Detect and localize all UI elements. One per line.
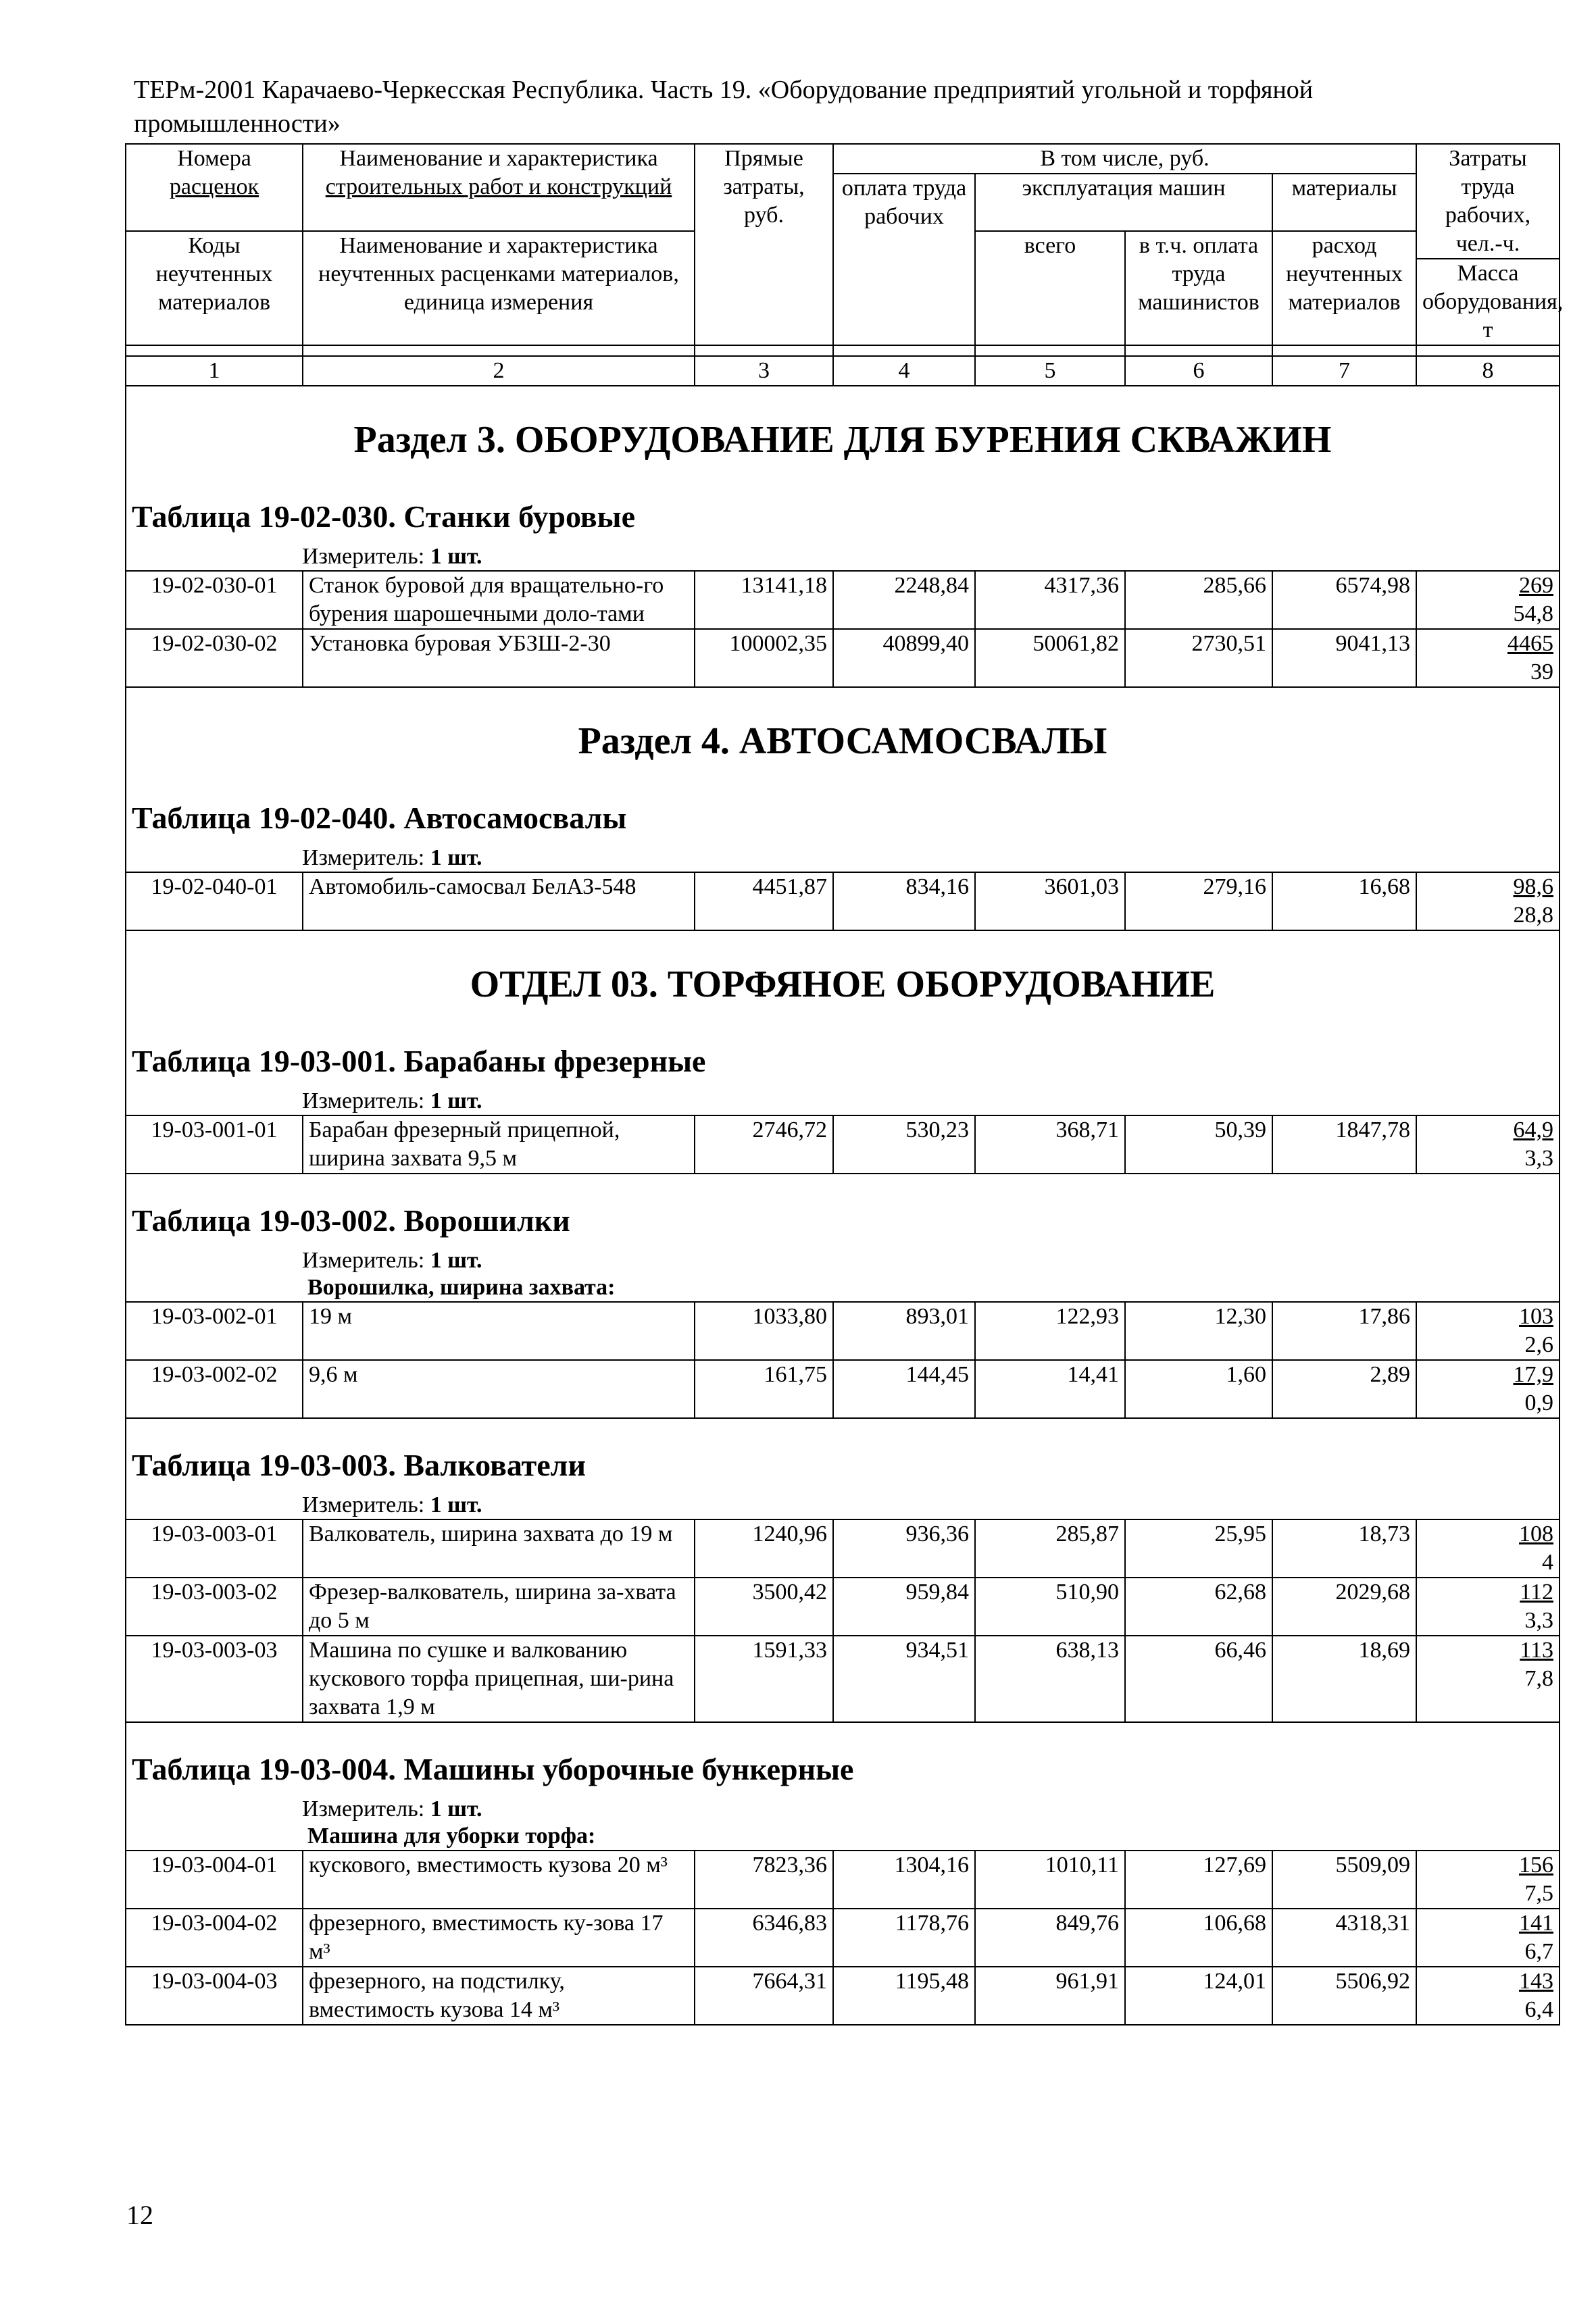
labor-hours: 64,9 xyxy=(1513,1117,1553,1142)
header-materials: материалы xyxy=(1272,174,1416,231)
header-col1-bottom: Коды неучтенных материалов xyxy=(126,231,303,345)
equipment-mass: 7,8 xyxy=(1524,1666,1553,1691)
rate-code: 19-02-030-02 xyxy=(126,629,303,687)
machine-total: 14,41 xyxy=(975,1360,1125,1418)
labor-pay: 40899,40 xyxy=(833,629,975,687)
header-col8-bottom: Масса оборудования, т xyxy=(1416,259,1560,345)
rate-code: 19-03-002-01 xyxy=(126,1302,303,1360)
equipment-mass: 7,5 xyxy=(1524,1881,1553,1906)
direct-costs: 100002,35 xyxy=(695,629,833,687)
equipment-mass: 39 xyxy=(1530,659,1553,684)
operator-pay: 1,60 xyxy=(1125,1360,1272,1418)
section-cell xyxy=(126,386,1560,470)
materials-cost: 2,89 xyxy=(1272,1360,1416,1418)
section-header-row xyxy=(126,930,1560,1015)
rate-code: 19-03-004-01 xyxy=(126,1851,303,1909)
direct-costs: 7823,36 xyxy=(695,1851,833,1909)
labor-pay: 959,84 xyxy=(833,1578,975,1636)
direct-costs: 3500,42 xyxy=(695,1578,833,1636)
page-number: 12 xyxy=(126,2200,153,2230)
table-title: Таблица 19-03-001. Барабаны фрезерные xyxy=(132,1044,706,1078)
equipment-mass: 6,7 xyxy=(1524,1939,1553,1964)
machine-total: 4317,36 xyxy=(975,571,1125,629)
materials-cost: 18,69 xyxy=(1272,1636,1416,1722)
materials-cost: 6574,98 xyxy=(1272,571,1416,629)
header-col5: всего xyxy=(975,231,1125,345)
table-header-row xyxy=(126,1174,1560,1302)
table-header-cell xyxy=(126,1722,1560,1851)
section-title: Раздел 4. АВТОСАМОСВАЛЫ xyxy=(578,720,1107,762)
operator-pay: 285,66 xyxy=(1125,571,1272,629)
equipment-mass: 6,4 xyxy=(1524,1997,1553,2022)
column-numbers-row xyxy=(126,356,1560,386)
table-title: Таблица 19-03-003. Валкователи xyxy=(132,1448,586,1482)
labor-and-mass xyxy=(1416,1519,1560,1578)
header-col1-top xyxy=(126,144,303,231)
header-col6: в т.ч. оплата труда машинистов xyxy=(1125,231,1272,345)
machine-total: 1010,11 xyxy=(975,1851,1125,1909)
rate-name: Машина по сушке и валкованию кускового торфа прицепная, ши-рина захвата 1,9 м xyxy=(303,1636,695,1722)
operator-pay: 106,68 xyxy=(1125,1909,1272,1967)
header-col4: оплата труда рабочих xyxy=(833,174,975,345)
document-title xyxy=(134,73,1485,141)
machine-total: 285,87 xyxy=(975,1519,1125,1578)
measure-value: 1 шт. xyxy=(430,845,482,870)
measure-line xyxy=(126,842,1559,872)
equipment-mass: 54,8 xyxy=(1513,601,1553,626)
rate-name: Барабан фрезерный прицепной, ширина захвата 9,5 м xyxy=(303,1115,695,1174)
group-label: Ворошилка, ширина захвата: xyxy=(307,1275,616,1300)
direct-costs: 1033,80 xyxy=(695,1302,833,1360)
measure-label: Измеритель: xyxy=(302,1248,425,1273)
header-spacer xyxy=(126,345,1560,356)
column-number: 3 xyxy=(695,356,833,386)
table-row xyxy=(126,1519,1560,1578)
rate-code: 19-03-002-02 xyxy=(126,1360,303,1418)
rate-code: 19-03-003-02 xyxy=(126,1578,303,1636)
labor-hours: 103 xyxy=(1519,1304,1553,1329)
measure-label: Измеритель: xyxy=(302,1796,425,1821)
labor-and-mass xyxy=(1416,1967,1560,2025)
rates-table xyxy=(125,143,1564,2026)
materials-cost: 4318,31 xyxy=(1272,1909,1416,1967)
table-title: Таблица 19-03-004. Машины уборочные бункерные xyxy=(132,1752,854,1786)
section-header-row xyxy=(126,386,1560,470)
labor-pay: 144,45 xyxy=(833,1360,975,1418)
column-number: 8 xyxy=(1416,356,1560,386)
rate-name: Валкователь, ширина захвата до 19 м xyxy=(303,1519,695,1578)
table-row xyxy=(126,571,1560,629)
document-title-line-2: промышленности» xyxy=(134,109,341,138)
labor-hours: 108 xyxy=(1519,1521,1553,1546)
rate-code: 19-03-004-03 xyxy=(126,1967,303,2025)
labor-hours: 156 xyxy=(1519,1853,1553,1878)
header-col3: Прямые затраты, руб. xyxy=(695,144,833,345)
materials-cost: 1847,78 xyxy=(1272,1115,1416,1174)
table-row xyxy=(126,1636,1560,1722)
equipment-mass: 3,3 xyxy=(1524,1608,1553,1633)
header-col1-top-line1: Номера xyxy=(177,146,251,171)
direct-costs: 6346,83 xyxy=(695,1909,833,1967)
machine-total: 638,13 xyxy=(975,1636,1125,1722)
table-row xyxy=(126,1967,1560,2025)
labor-pay: 893,01 xyxy=(833,1302,975,1360)
rate-name: Автомобиль-самосвал БелАЗ-548 xyxy=(303,872,695,930)
labor-hours: 269 xyxy=(1519,573,1553,598)
rate-code: 19-02-030-01 xyxy=(126,571,303,629)
labor-and-mass xyxy=(1416,1578,1560,1636)
section-cell xyxy=(126,930,1560,1015)
machine-total: 50061,82 xyxy=(975,629,1125,687)
rate-name: Станок буровой для вращательно-го бурения шарошечными доло-тами xyxy=(303,571,695,629)
labor-hours: 98,6 xyxy=(1513,874,1553,899)
measure-value: 1 шт. xyxy=(430,1088,482,1113)
table-header-cell xyxy=(126,1015,1560,1115)
operator-pay: 66,46 xyxy=(1125,1636,1272,1722)
direct-costs: 7664,31 xyxy=(695,1967,833,2025)
table-header-cell xyxy=(126,772,1560,872)
table-row xyxy=(126,1302,1560,1360)
header-col7: расход неучтенных материалов xyxy=(1272,231,1416,345)
group-label: Машина для уборки торфа: xyxy=(307,1823,596,1848)
table-title: Таблица 19-02-040. Автосамосвалы xyxy=(132,801,627,835)
header-col8-top: Затраты труда рабочих, чел.-ч. xyxy=(1416,144,1560,259)
labor-hours: 112 xyxy=(1520,1580,1553,1605)
header-col2-top-line1: Наименование и характеристика xyxy=(339,146,658,171)
labor-and-mass xyxy=(1416,1115,1560,1174)
header-machine-ops: эксплуатация машин xyxy=(975,174,1272,231)
table-row xyxy=(126,1578,1560,1636)
document-title-line-1: ТЕРм-2001 Карачаево-Черкесская Республика. Часть 19. «Оборудование предприятий угольной и торфяной xyxy=(134,76,1314,104)
header-col2-bottom: Наименование и характеристика неучтенных расценками материалов, единица измерения xyxy=(303,231,695,345)
labor-and-mass xyxy=(1416,1909,1560,1967)
labor-pay: 530,23 xyxy=(833,1115,975,1174)
equipment-mass: 0,9 xyxy=(1524,1390,1553,1415)
measure-label: Измеритель: xyxy=(302,845,425,870)
section-header-row xyxy=(126,687,1560,772)
rate-name: фрезерного, на подстилку, вместимость кузова 14 м³ xyxy=(303,1967,695,2025)
column-number: 5 xyxy=(975,356,1125,386)
column-number: 2 xyxy=(303,356,695,386)
labor-pay: 936,36 xyxy=(833,1519,975,1578)
materials-cost: 5506,92 xyxy=(1272,1967,1416,2025)
labor-hours: 141 xyxy=(1519,1911,1553,1936)
measure-line xyxy=(126,1489,1559,1519)
labor-pay: 1195,48 xyxy=(833,1967,975,2025)
operator-pay: 12,30 xyxy=(1125,1302,1272,1360)
table-row xyxy=(126,629,1560,687)
rate-code: 19-03-003-01 xyxy=(126,1519,303,1578)
operator-pay: 2730,51 xyxy=(1125,629,1272,687)
labor-hours: 113 xyxy=(1520,1638,1553,1663)
header-row-1 xyxy=(126,144,1560,174)
direct-costs: 13141,18 xyxy=(695,571,833,629)
materials-cost: 5509,09 xyxy=(1272,1851,1416,1909)
table-header-row xyxy=(126,772,1560,872)
operator-pay: 124,01 xyxy=(1125,1967,1272,2025)
measure-value: 1 шт. xyxy=(430,1492,482,1517)
column-number: 1 xyxy=(126,356,303,386)
materials-cost: 17,86 xyxy=(1272,1302,1416,1360)
direct-costs: 161,75 xyxy=(695,1360,833,1418)
section-cell xyxy=(126,687,1560,772)
rate-name: кускового, вместимость кузова 20 м³ xyxy=(303,1851,695,1909)
column-number: 4 xyxy=(833,356,975,386)
operator-pay: 50,39 xyxy=(1125,1115,1272,1174)
labor-and-mass xyxy=(1416,571,1560,629)
equipment-mass: 4 xyxy=(1542,1550,1553,1575)
column-number: 7 xyxy=(1272,356,1416,386)
labor-and-mass xyxy=(1416,629,1560,687)
labor-and-mass xyxy=(1416,1360,1560,1418)
operator-pay: 62,68 xyxy=(1125,1578,1272,1636)
labor-pay: 2248,84 xyxy=(833,571,975,629)
rate-code: 19-03-003-03 xyxy=(126,1636,303,1722)
measure-line xyxy=(126,540,1559,570)
rate-name: 19 м xyxy=(303,1302,695,1360)
measure-line xyxy=(126,1085,1559,1115)
labor-pay: 1304,16 xyxy=(833,1851,975,1909)
table-row xyxy=(126,1909,1560,1967)
column-number: 6 xyxy=(1125,356,1272,386)
table-row xyxy=(126,1115,1560,1174)
rate-code: 19-02-040-01 xyxy=(126,872,303,930)
materials-cost: 16,68 xyxy=(1272,872,1416,930)
machine-total: 122,93 xyxy=(975,1302,1125,1360)
table-row xyxy=(126,1851,1560,1909)
materials-cost: 9041,13 xyxy=(1272,629,1416,687)
labor-hours: 4465 xyxy=(1507,631,1553,656)
table-title: Таблица 19-02-030. Станки буровые xyxy=(132,499,635,534)
operator-pay: 127,69 xyxy=(1125,1851,1272,1909)
direct-costs: 2746,72 xyxy=(695,1115,833,1174)
rate-code: 19-03-004-02 xyxy=(126,1909,303,1967)
table-row xyxy=(126,872,1560,930)
table-header-row xyxy=(126,1418,1560,1519)
labor-pay: 834,16 xyxy=(833,872,975,930)
labor-pay: 1178,76 xyxy=(833,1909,975,1967)
table-header-row xyxy=(126,1015,1560,1115)
table-header-cell xyxy=(126,1418,1560,1519)
labor-and-mass xyxy=(1416,1636,1560,1722)
table-header-row xyxy=(126,1722,1560,1851)
equipment-mass: 28,8 xyxy=(1513,903,1553,928)
table-header-row xyxy=(126,470,1560,571)
machine-total: 3601,03 xyxy=(975,872,1125,930)
measure-value: 1 шт. xyxy=(430,1248,482,1273)
measure-label: Измеритель: xyxy=(302,544,425,569)
section-title: ОТДЕЛ 03. ТОРФЯНОЕ ОБОРУДОВАНИЕ xyxy=(470,963,1216,1005)
materials-cost: 2029,68 xyxy=(1272,1578,1416,1636)
labor-pay: 934,51 xyxy=(833,1636,975,1722)
measure-line xyxy=(126,1244,1559,1274)
rate-code: 19-03-001-01 xyxy=(126,1115,303,1174)
measure-line xyxy=(126,1793,1559,1823)
labor-and-mass xyxy=(1416,872,1560,930)
operator-pay: 279,16 xyxy=(1125,872,1272,930)
rate-name: 9,6 м xyxy=(303,1360,695,1418)
header-incl: В том числе, руб. xyxy=(833,144,1416,174)
measure-label: Измеритель: xyxy=(302,1492,425,1517)
labor-hours: 143 xyxy=(1519,1969,1553,1994)
direct-costs: 4451,87 xyxy=(695,872,833,930)
operator-pay: 25,95 xyxy=(1125,1519,1272,1578)
equipment-mass: 2,6 xyxy=(1524,1332,1553,1357)
direct-costs: 1240,96 xyxy=(695,1519,833,1578)
machine-total: 510,90 xyxy=(975,1578,1125,1636)
section-title: Раздел 3. ОБОРУДОВАНИЕ ДЛЯ БУРЕНИЯ СКВАЖИН xyxy=(353,419,1332,461)
machine-total: 849,76 xyxy=(975,1909,1125,1967)
header-col1-top-line2: расценок xyxy=(169,174,259,199)
table-header-cell xyxy=(126,470,1560,571)
measure-label: Измеритель: xyxy=(302,1088,425,1113)
measure-value: 1 шт. xyxy=(430,544,482,569)
machine-total: 368,71 xyxy=(975,1115,1125,1174)
header-col2-top xyxy=(303,144,695,231)
rate-name: Установка буровая УБЗШ-2-30 xyxy=(303,629,695,687)
labor-hours: 17,9 xyxy=(1513,1362,1553,1387)
rate-name: фрезерного, вместимость ку-зова 17 м³ xyxy=(303,1909,695,1967)
table-header-cell xyxy=(126,1174,1560,1302)
machine-total: 961,91 xyxy=(975,1967,1125,2025)
direct-costs: 1591,33 xyxy=(695,1636,833,1722)
table-title: Таблица 19-03-002. Ворошилки xyxy=(132,1203,570,1238)
header-col2-top-line2: строительных работ и конструкций xyxy=(325,174,672,199)
equipment-mass: 3,3 xyxy=(1524,1146,1553,1171)
labor-and-mass xyxy=(1416,1302,1560,1360)
labor-and-mass xyxy=(1416,1851,1560,1909)
table-row xyxy=(126,1360,1560,1418)
rate-name: Фрезер-валкователь, ширина за-хвата до 5 м xyxy=(303,1578,695,1636)
measure-value: 1 шт. xyxy=(430,1796,482,1821)
materials-cost: 18,73 xyxy=(1272,1519,1416,1578)
